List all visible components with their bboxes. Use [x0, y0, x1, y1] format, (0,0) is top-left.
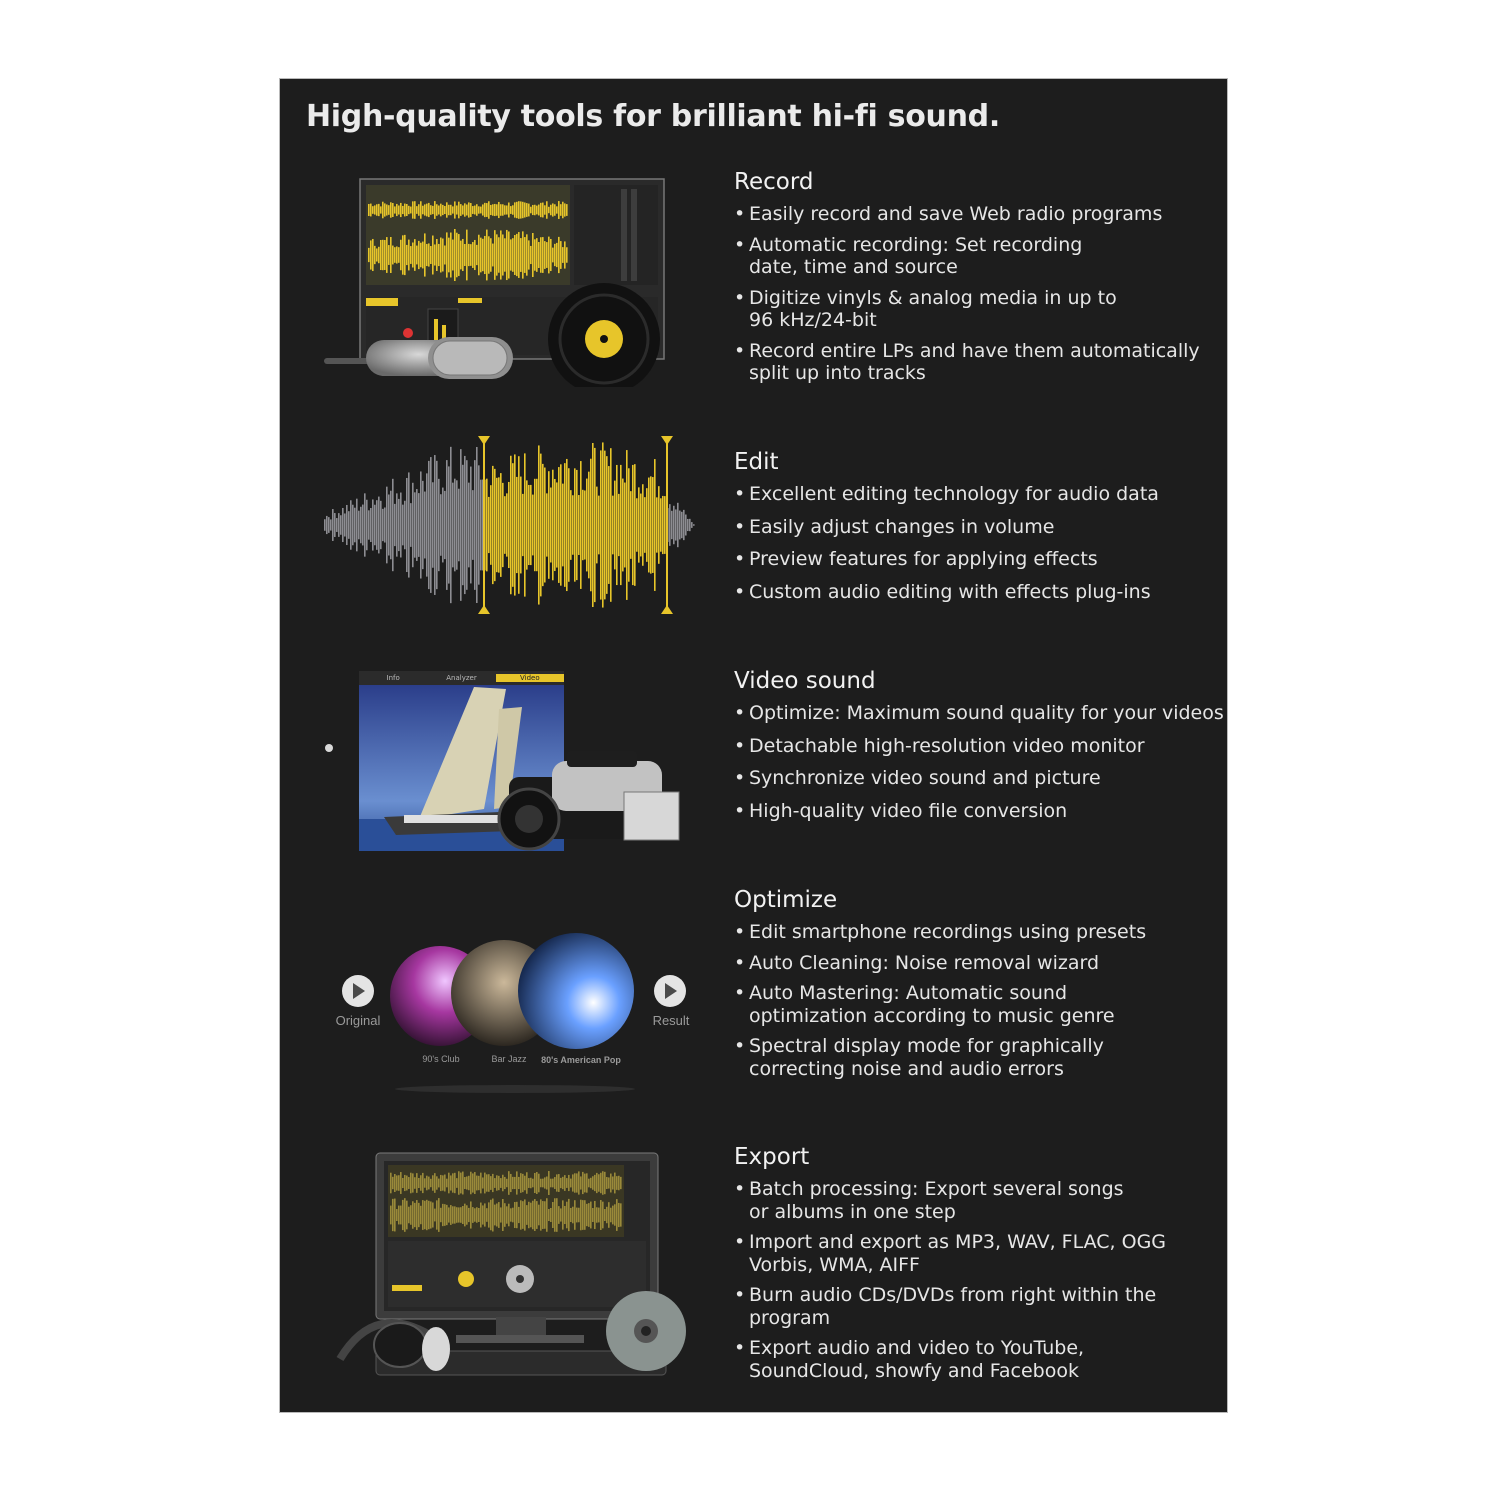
tab-analyzer: Analyzer: [446, 674, 477, 682]
section-edit: [734, 449, 1204, 611]
list-item: • Import and export as MP3, WAV, FLAC, OGG Vorbis, WMA, AIFF: [734, 1231, 1169, 1276]
section-video-sound: [734, 668, 1224, 830]
optimize-illustration: [330, 919, 700, 1119]
edit-waveform-illustration: [320, 434, 700, 616]
list-item: • Edit smartphone recordings using presets: [734, 921, 1204, 944]
optimize-feature-list: [734, 921, 1204, 1080]
list-item: • Preview features for applying effects: [734, 548, 1204, 571]
list-item: • Excellent editing technology for audio data: [734, 483, 1204, 506]
decorative-dot: [325, 744, 333, 752]
microphone-icon: [324, 337, 513, 379]
record-feature-list: [734, 203, 1204, 385]
edit-feature-list: [734, 483, 1204, 603]
list-item: • Auto Cleaning: Noise removal wizard: [734, 952, 1204, 975]
list-item: • High-quality video file conversion: [734, 800, 1204, 823]
result-label: Result: [652, 1013, 690, 1028]
list-item: • Easily adjust changes in volume: [734, 516, 1204, 539]
video-illustration: [324, 669, 694, 864]
cd-disc-icon: [606, 1291, 686, 1371]
section-title-export: Export: [734, 1144, 810, 1170]
record-illustration: [318, 175, 670, 387]
export-feature-list: [734, 1178, 1204, 1382]
play-original-button: [342, 975, 374, 1007]
list-item: • Burn audio CDs/DVDs from right within the program: [734, 1284, 1159, 1329]
video-tabs: [359, 671, 564, 685]
section-title-record: Record: [734, 169, 814, 195]
section-title-video-sound: Video sound: [734, 668, 876, 694]
list-item: • Detachable high-resolution video monitor: [734, 735, 1204, 758]
list-item: • Custom audio editing with effects plug-ins: [734, 581, 1204, 604]
play-result-button: [654, 975, 686, 1007]
list-item: • Record entire LPs and have them automatically split up into tracks: [734, 340, 1204, 385]
section-export: [734, 1144, 1204, 1390]
list-item: • Automatic recording: Set recording date, time and source: [734, 234, 1129, 279]
preset-label: Bar Jazz: [491, 1054, 527, 1064]
video-feature-list: [734, 702, 1224, 822]
preset-label: 90's Club: [422, 1054, 460, 1064]
export-illustration: [336, 1149, 696, 1385]
preset-label: 80's American Pop: [541, 1055, 621, 1065]
headline: High-quality tools for brilliant hi-fi sound.: [306, 99, 1000, 134]
list-item: • Spectral display mode for graphically correcting noise and audio errors: [734, 1035, 1189, 1080]
list-item: • Export audio and video to YouTube, SoundCloud, showfy and Facebook: [734, 1337, 1209, 1382]
section-record: [734, 169, 1204, 393]
list-item: • Digitize vinyls & analog media in up to 96 kHz/24-bit: [734, 287, 1119, 332]
headphones-icon: [340, 1323, 450, 1371]
preset-disc-80s-american-pop: [518, 933, 634, 1049]
list-item: • Batch processing: Export several songs or albums in one step: [734, 1178, 1139, 1223]
list-item: • Easily record and save Web radio programs: [734, 203, 1204, 226]
list-item: • Optimize: Maximum sound quality for your videos: [734, 702, 1204, 725]
section-title-edit: Edit: [734, 449, 779, 475]
section-optimize: [734, 887, 1204, 1088]
original-label: Original: [335, 1013, 381, 1028]
list-item: • Synchronize video sound and picture: [734, 767, 1204, 790]
feature-panel: [279, 78, 1228, 1413]
section-title-optimize: Optimize: [734, 887, 838, 913]
tab-video: Video: [496, 674, 564, 682]
list-item: • Auto Mastering: Automatic sound optimization according to music genre: [734, 982, 1189, 1027]
tab-info: Info: [386, 674, 400, 682]
